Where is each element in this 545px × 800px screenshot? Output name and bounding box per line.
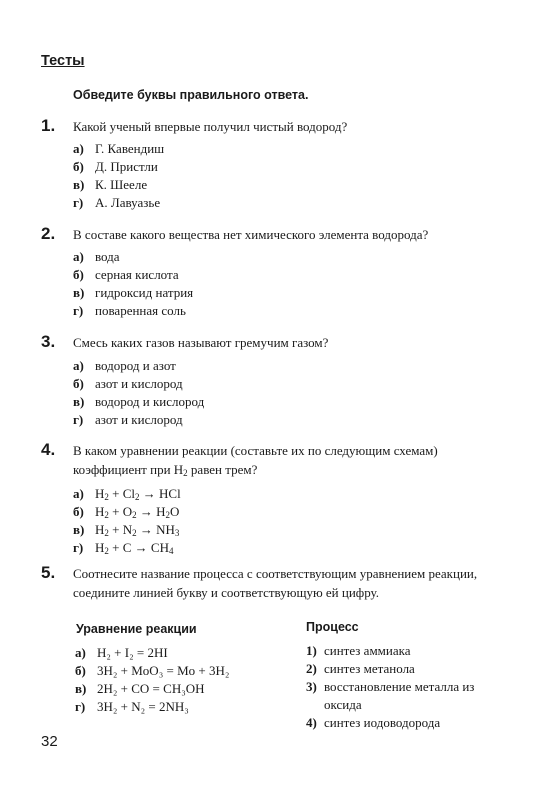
option-text: азот и кислород (95, 412, 183, 427)
option-text: водород и кислород (95, 394, 205, 409)
q4-option-b[interactable]: б) $H_2 + O_2 \to H_2O$ (73, 504, 180, 520)
q2-option-c[interactable] (73, 284, 193, 302)
option-letter: в) (73, 285, 85, 300)
q2-option-a[interactable] (73, 248, 120, 266)
question-2-number: 2. (41, 224, 56, 243)
q5-equation-b[interactable]: б) 3H₂ + MoO₃ = Mo + 3H₂ (75, 663, 230, 678)
option-letter: г) (73, 303, 84, 318)
question-3-number: 3. (41, 332, 56, 351)
option-text: Д. Пристли (95, 159, 158, 174)
q4-option-d[interactable]: г) $H_2 + C \to CH_4$ (73, 540, 174, 556)
q2-option-b[interactable] (73, 266, 179, 284)
option-text: азот и кислород (95, 376, 183, 391)
option-letter: г) (73, 195, 84, 210)
question-4-text: В каком уравнении реакции (составьте их по следующим схемам) коэффициент при $H_2$ равен трем? (73, 443, 438, 478)
q1-option-b[interactable] (73, 158, 158, 176)
question-2-text: В составе какого вещества нет химического элемента водорода? (73, 227, 429, 242)
option-text: водород и азот (95, 358, 176, 373)
option-letter: а) (73, 249, 84, 264)
q5-process-3-cont: оксида (324, 697, 362, 712)
question-4-number: 4. (41, 440, 56, 459)
option-letter: б) (73, 267, 84, 282)
q5-equation-d[interactable]: г) 3H₂ + N₂ = 2NH₃ (75, 699, 189, 714)
page-number: 32 (41, 733, 58, 750)
option-letter: а) (73, 358, 84, 373)
processes-header: Процесс (306, 620, 359, 634)
q2-option-d[interactable] (73, 302, 186, 320)
option-letter: г) (73, 412, 84, 427)
q4-option-c[interactable]: в) $H_2 + N_2 \to NH_3$ (73, 522, 180, 538)
option-letter: а) (73, 141, 84, 156)
question-1-text: Какой ученый впервые получил чистый водород? (73, 119, 348, 134)
question-1-number: 1. (41, 116, 56, 135)
option-text: К. Шееле (95, 177, 148, 192)
equations-header: Уравнение реакции (76, 622, 197, 636)
option-text: А. Лавуазье (95, 195, 161, 210)
q5-process-1[interactable]: 1) синтез аммиака (306, 643, 411, 658)
section-title: Тесты (41, 53, 85, 69)
q1-option-c[interactable] (73, 176, 147, 194)
option-letter: в) (73, 177, 85, 192)
q3-option-d[interactable] (73, 411, 183, 429)
option-text: серная кислота (95, 267, 179, 282)
option-text: вода (95, 249, 120, 264)
question-5-text: Соотнесите название процесса с соответствующим уравнением реакции, соедините линией букву и соответствующую ей цифру. (73, 566, 478, 600)
instruction: Обведите буквы правильного ответа. (73, 88, 309, 102)
option-text: гидроксид натрия (95, 285, 194, 300)
q5-equation-c[interactable]: в) 2H₂ + CO = CH₃OH (75, 681, 205, 696)
q5-process-4[interactable]: 4) синтез иодоводорода (306, 715, 441, 730)
question-5-number: 5. (41, 563, 56, 582)
option-text: Г. Кавендиш (95, 141, 165, 156)
q4-option-a[interactable]: а) $H_2 + Cl_2$ → HCl (73, 486, 181, 502)
q3-option-b[interactable] (73, 375, 183, 393)
option-letter: б) (73, 376, 84, 391)
question-3-text: Смесь каких газов называют гремучим газом? (73, 335, 329, 350)
q5-process-3[interactable]: 3) восстановление металла из (306, 679, 475, 694)
q3-option-c[interactable] (73, 393, 204, 411)
option-letter: в) (73, 394, 85, 409)
q5-equation-a[interactable]: а) H₂ + I₂ = 2HI (75, 645, 168, 660)
q1-option-d[interactable] (73, 194, 160, 212)
option-letter: б) (73, 159, 84, 174)
q5-process-2[interactable]: 2) синтез метанола (306, 661, 415, 676)
q3-option-a[interactable] (73, 357, 176, 375)
option-text: поваренная соль (95, 303, 186, 318)
q1-option-a[interactable] (73, 140, 164, 158)
